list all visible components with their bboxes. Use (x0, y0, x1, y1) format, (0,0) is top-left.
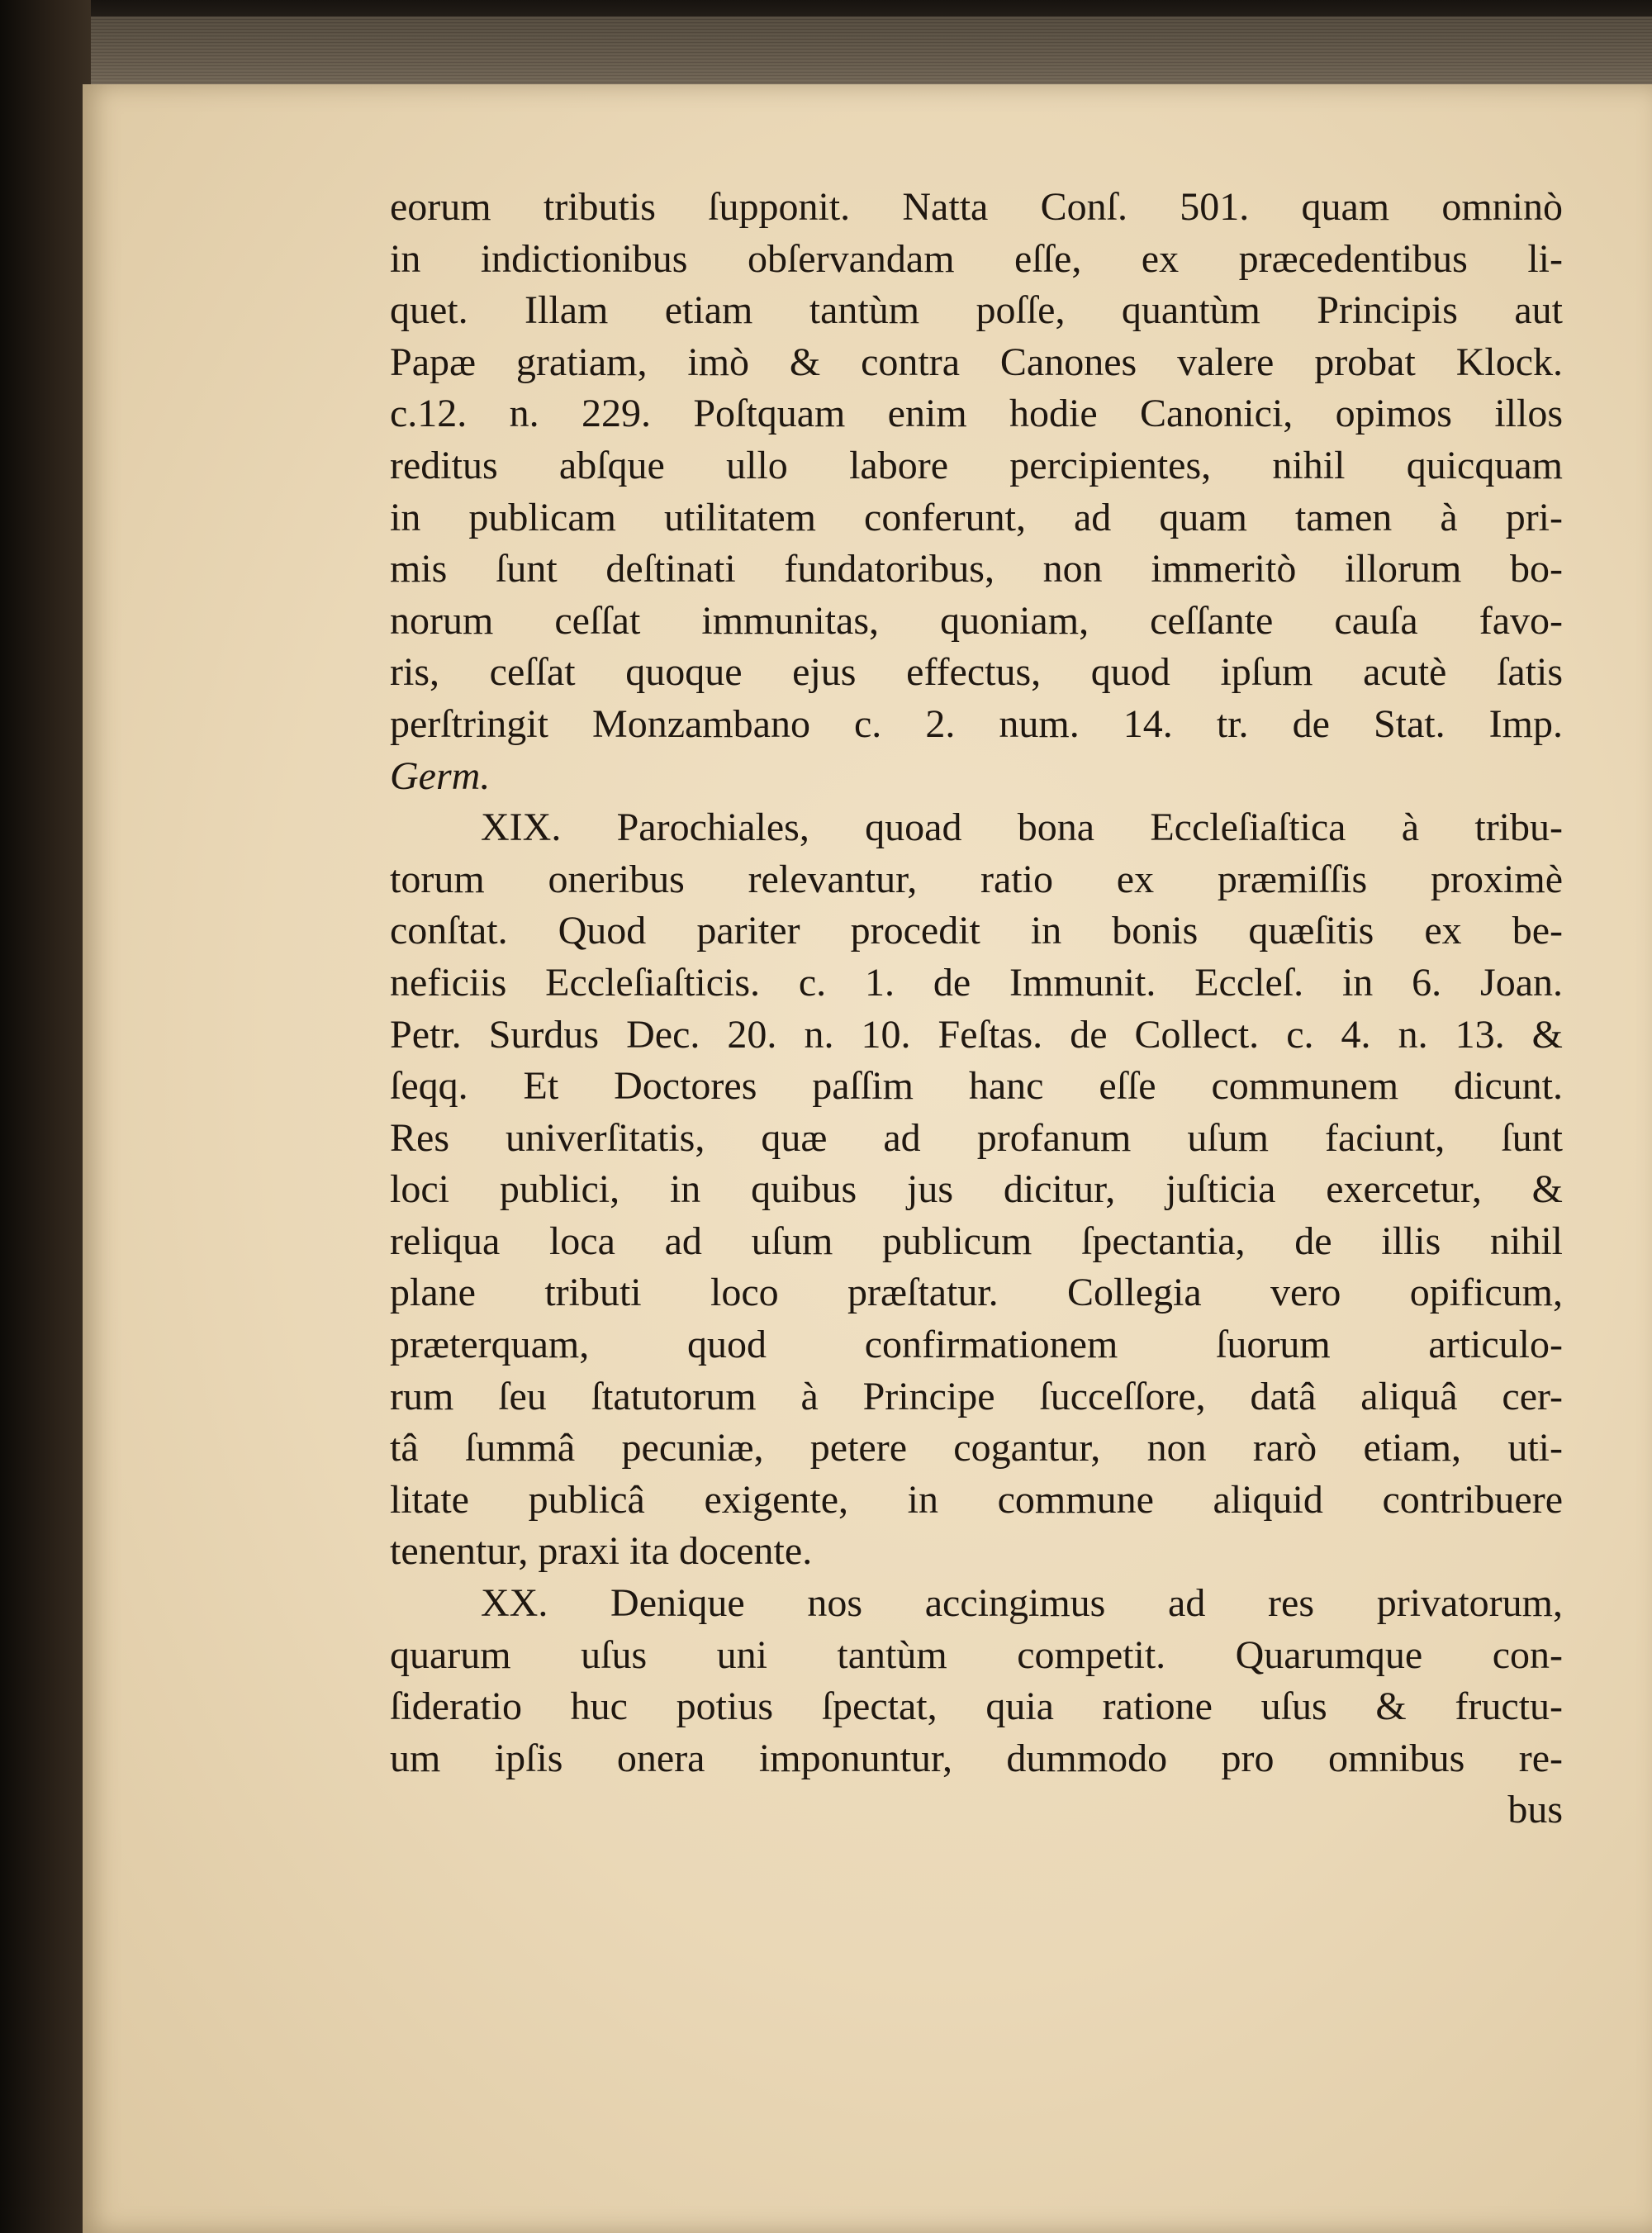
text-line: ſideratio huc potius ſpectat, quia ratione uſus & fructu- (390, 1684, 1563, 1729)
page-stack (33, 17, 1652, 91)
text-line: litate publicâ exigente, in commune aliquid contribuere (390, 1477, 1563, 1522)
text-line: Petr. Surdus Dec. 20. n. 10. Feſtas. de Collect. c. 4. n. 13. & (390, 1012, 1563, 1057)
text-line: torum oneribus relevantur, ratio ex præmiſſis proximè (390, 857, 1563, 901)
text-line: reliqua loca ad uſum publicum ſpectantia, de illis nihil (390, 1219, 1563, 1263)
text-line: reditus abſque ullo labore percipientes, nihil quicquam (390, 443, 1563, 487)
text-line: perſtringit Monzambano c. 2. num. 14. tr. de Stat. Imp. (390, 701, 1563, 746)
text-line: in indictionibus obſervandam eſſe, ex præcedentibus li- (390, 236, 1563, 281)
text-line: loci publici, in quibus jus dicitur, juſticia exercetur, & (390, 1167, 1563, 1212)
section-heading-xx: XX. Denique nos accingimus ad res privatorum, (481, 1581, 1563, 1626)
text-line: tenentur, praxi ita docente. (390, 1529, 813, 1574)
section-heading-xix: XIX. Parochiales, quoad bona Eccleſiaſtica à tribu- (481, 805, 1563, 850)
catchword: bus (1507, 1788, 1563, 1832)
page-text (390, 182, 1563, 1836)
text-line: Res univerſitatis, quæ ad profanum uſum faciunt, ſunt (390, 1115, 1563, 1160)
text-line: tâ ſummâ pecuniæ, petere cogantur, non rarò etiam, uti- (390, 1426, 1563, 1470)
text-line: um ipſis onera imponuntur, dummodo pro omnibus re- (390, 1736, 1563, 1780)
text-line: quet. Illam etiam tantùm poſſe, quantùm Principis aut (390, 288, 1563, 333)
text-line: plane tributi loco præſtatur. Collegia vero opificum, (390, 1271, 1563, 1315)
text-line: Papæ gratiam, imò & contra Canones valere probat Klock. (390, 340, 1563, 384)
text-line: c.12. n. 229. Poſtquam enim hodie Canonici, opimos illos (390, 392, 1563, 436)
text-line: ris, ceſſat quoque ejus effectus, quod ipſum acutè ſatis (390, 650, 1563, 695)
text-line: mis ſunt deſtinati fundatoribus, non immeritò illorum bo- (390, 547, 1563, 592)
text-line: quarum uſus uni tantùm competit. Quarumque con- (390, 1632, 1563, 1677)
text-line: Germ. (390, 753, 491, 798)
book-edge (0, 0, 1652, 91)
text-line: neficiis Eccleſiaſticis. c. 1. de Immunit. Eccleſ. in 6. Joan. (390, 960, 1563, 1005)
text-line: ſeqq. Et Doctores paſſim hanc eſſe communem dicunt. (390, 1064, 1563, 1109)
text-line: rum ſeu ſtatutorum à Principe ſucceſſore, datâ aliquâ cer- (390, 1374, 1563, 1418)
text-line: in publicam utilitatem conferunt, ad quam tamen à pri- (390, 495, 1563, 539)
text-line: præterquam, quod confirmationem ſuorum articulo- (390, 1323, 1563, 1367)
text-line: eorum tributis ſupponit. Natta Conſ. 501. quam omninò (390, 185, 1563, 229)
text-line: norum ceſſat immunitas, quoniam, ceſſante cauſa favo- (390, 598, 1563, 643)
binding-shadow (0, 0, 91, 2233)
text-line: conſtat. Quod pariter procedit in bonis quæſitis ex be- (390, 909, 1563, 953)
